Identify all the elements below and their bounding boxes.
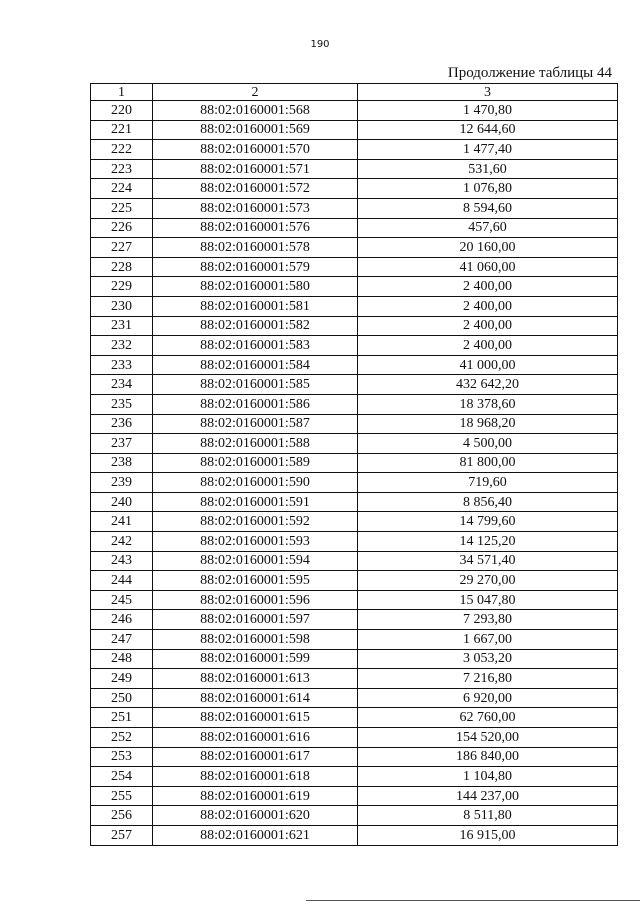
value-cell: 18 378,60 (358, 394, 618, 414)
value-cell: 18 968,20 (358, 414, 618, 434)
cadastral-number-cell: 88:02:0160001:576 (153, 218, 358, 238)
table-row (91, 238, 618, 258)
row-number-cell: 252 (91, 728, 153, 748)
value-cell: 12 644,60 (358, 120, 618, 140)
table-body (91, 101, 618, 846)
cadastral-number-cell: 88:02:0160001:590 (153, 473, 358, 493)
table-row (91, 688, 618, 708)
table-row (91, 355, 618, 375)
value-cell: 719,60 (358, 473, 618, 493)
row-number-cell: 248 (91, 649, 153, 669)
row-number-cell: 256 (91, 806, 153, 826)
row-number-cell: 255 (91, 786, 153, 806)
table-row (91, 806, 618, 826)
table-row (91, 825, 618, 845)
table-row (91, 277, 618, 297)
value-cell: 29 270,00 (358, 571, 618, 591)
cadastral-number-cell: 88:02:0160001:615 (153, 708, 358, 728)
column-header-1: 1 (91, 84, 153, 101)
table-row (91, 101, 618, 121)
value-cell: 34 571,40 (358, 551, 618, 571)
row-number-cell: 251 (91, 708, 153, 728)
value-cell: 1 477,40 (358, 140, 618, 160)
value-cell: 144 237,00 (358, 786, 618, 806)
row-number-cell: 221 (91, 120, 153, 140)
row-number-cell: 239 (91, 473, 153, 493)
table-row (91, 728, 618, 748)
cadastral-number-cell: 88:02:0160001:572 (153, 179, 358, 199)
row-number-cell: 233 (91, 355, 153, 375)
cadastral-number-cell: 88:02:0160001:583 (153, 336, 358, 356)
row-number-cell: 242 (91, 532, 153, 552)
cadastral-number-cell: 88:02:0160001:579 (153, 257, 358, 277)
table-row (91, 414, 618, 434)
value-cell: 2 400,00 (358, 296, 618, 316)
table-row (91, 140, 618, 160)
table-row (91, 120, 618, 140)
value-cell: 20 160,00 (358, 238, 618, 258)
cadastral-number-cell: 88:02:0160001:573 (153, 198, 358, 218)
value-cell: 8 594,60 (358, 198, 618, 218)
cadastral-number-cell: 88:02:0160001:613 (153, 669, 358, 689)
value-cell: 432 642,20 (358, 375, 618, 395)
table-row (91, 453, 618, 473)
cadastral-number-cell: 88:02:0160001:614 (153, 688, 358, 708)
row-number-cell: 231 (91, 316, 153, 336)
cadastral-number-cell: 88:02:0160001:620 (153, 806, 358, 826)
cadastral-number-cell: 88:02:0160001:569 (153, 120, 358, 140)
table-row (91, 649, 618, 669)
value-cell: 4 500,00 (358, 434, 618, 454)
cadastral-number-cell: 88:02:0160001:616 (153, 728, 358, 748)
value-cell: 531,60 (358, 159, 618, 179)
table-row (91, 610, 618, 630)
cadastral-number-cell: 88:02:0160001:588 (153, 434, 358, 454)
cadastral-number-cell: 88:02:0160001:587 (153, 414, 358, 434)
table-row (91, 179, 618, 199)
table-row (91, 551, 618, 571)
row-number-cell: 226 (91, 218, 153, 238)
header-row (91, 84, 618, 101)
value-cell: 14 125,20 (358, 532, 618, 552)
cadastral-number-cell: 88:02:0160001:578 (153, 238, 358, 258)
table-caption: Продолжение таблицы 44 (447, 65, 612, 81)
row-number-cell: 250 (91, 688, 153, 708)
value-cell: 2 400,00 (358, 277, 618, 297)
cadastral-number-cell: 88:02:0160001:586 (153, 394, 358, 414)
row-number-cell: 253 (91, 747, 153, 767)
row-number-cell: 235 (91, 394, 153, 414)
cadastral-number-cell: 88:02:0160001:621 (153, 825, 358, 845)
table-row (91, 296, 618, 316)
value-cell: 14 799,60 (358, 512, 618, 532)
cadastral-number-cell: 88:02:0160001:571 (153, 159, 358, 179)
bottom-divider (306, 900, 640, 901)
value-cell: 1 076,80 (358, 179, 618, 199)
row-number-cell: 222 (91, 140, 153, 160)
value-cell: 457,60 (358, 218, 618, 238)
value-cell: 2 400,00 (358, 336, 618, 356)
cadastral-number-cell: 88:02:0160001:591 (153, 492, 358, 512)
row-number-cell: 238 (91, 453, 153, 473)
row-number-cell: 246 (91, 610, 153, 630)
table-row (91, 473, 618, 493)
value-cell: 8 856,40 (358, 492, 618, 512)
row-number-cell: 243 (91, 551, 153, 571)
row-number-cell: 230 (91, 296, 153, 316)
cadastral-number-cell: 88:02:0160001:597 (153, 610, 358, 630)
cadastral-number-cell: 88:02:0160001:592 (153, 512, 358, 532)
cadastral-number-cell: 88:02:0160001:582 (153, 316, 358, 336)
table-row (91, 767, 618, 787)
value-cell: 16 915,00 (358, 825, 618, 845)
table-row (91, 316, 618, 336)
table-row (91, 375, 618, 395)
table-row (91, 434, 618, 454)
table-row (91, 512, 618, 532)
table-row (91, 571, 618, 591)
column-header-2: 2 (153, 84, 358, 101)
value-cell: 2 400,00 (358, 316, 618, 336)
value-cell: 7 216,80 (358, 669, 618, 689)
cadastral-number-cell: 88:02:0160001:568 (153, 101, 358, 121)
table-row (91, 590, 618, 610)
row-number-cell: 224 (91, 179, 153, 199)
row-number-cell: 236 (91, 414, 153, 434)
cadastral-number-cell: 88:02:0160001:599 (153, 649, 358, 669)
cadastral-number-cell: 88:02:0160001:589 (153, 453, 358, 473)
row-number-cell: 237 (91, 434, 153, 454)
row-number-cell: 249 (91, 669, 153, 689)
value-cell: 41 000,00 (358, 355, 618, 375)
column-header-3: 3 (358, 84, 618, 101)
row-number-cell: 254 (91, 767, 153, 787)
value-cell: 3 053,20 (358, 649, 618, 669)
row-number-cell: 245 (91, 590, 153, 610)
table-row (91, 159, 618, 179)
table-row (91, 218, 618, 238)
table-row (91, 669, 618, 689)
row-number-cell: 241 (91, 512, 153, 532)
cadastral-number-cell: 88:02:0160001:585 (153, 375, 358, 395)
cadastral-number-cell: 88:02:0160001:580 (153, 277, 358, 297)
row-number-cell: 229 (91, 277, 153, 297)
cadastral-number-cell: 88:02:0160001:595 (153, 571, 358, 591)
value-cell: 186 840,00 (358, 747, 618, 767)
table-row (91, 532, 618, 552)
value-cell: 154 520,00 (358, 728, 618, 748)
value-cell: 1 470,80 (358, 101, 618, 121)
cadastral-number-cell: 88:02:0160001:619 (153, 786, 358, 806)
cadastral-number-cell: 88:02:0160001:598 (153, 630, 358, 650)
table-row (91, 492, 618, 512)
cadastral-number-cell: 88:02:0160001:584 (153, 355, 358, 375)
cadastral-number-cell: 88:02:0160001:618 (153, 767, 358, 787)
table-row (91, 630, 618, 650)
value-cell: 15 047,80 (358, 590, 618, 610)
value-cell: 1 667,00 (358, 630, 618, 650)
cadastral-number-cell: 88:02:0160001:581 (153, 296, 358, 316)
page-number: 190 (310, 39, 330, 50)
table-row (91, 786, 618, 806)
table-row (91, 336, 618, 356)
value-cell: 81 800,00 (358, 453, 618, 473)
table-row (91, 747, 618, 767)
row-number-cell: 223 (91, 159, 153, 179)
cadastral-number-cell: 88:02:0160001:593 (153, 532, 358, 552)
value-cell: 8 511,80 (358, 806, 618, 826)
value-cell: 41 060,00 (358, 257, 618, 277)
value-cell: 1 104,80 (358, 767, 618, 787)
row-number-cell: 227 (91, 238, 153, 258)
row-number-cell: 257 (91, 825, 153, 845)
table-row (91, 198, 618, 218)
cadastral-number-cell: 88:02:0160001:596 (153, 590, 358, 610)
cadastral-number-cell: 88:02:0160001:594 (153, 551, 358, 571)
cadastral-number-cell: 88:02:0160001:570 (153, 140, 358, 160)
value-cell: 62 760,00 (358, 708, 618, 728)
table-row (91, 708, 618, 728)
row-number-cell: 220 (91, 101, 153, 121)
table-row (91, 257, 618, 277)
table-header (91, 84, 618, 101)
row-number-cell: 234 (91, 375, 153, 395)
data-table (90, 83, 618, 846)
row-number-cell: 225 (91, 198, 153, 218)
row-number-cell: 247 (91, 630, 153, 650)
table-row (91, 394, 618, 414)
value-cell: 6 920,00 (358, 688, 618, 708)
row-number-cell: 232 (91, 336, 153, 356)
cadastral-number-cell: 88:02:0160001:617 (153, 747, 358, 767)
row-number-cell: 228 (91, 257, 153, 277)
row-number-cell: 244 (91, 571, 153, 591)
value-cell: 7 293,80 (358, 610, 618, 630)
row-number-cell: 240 (91, 492, 153, 512)
